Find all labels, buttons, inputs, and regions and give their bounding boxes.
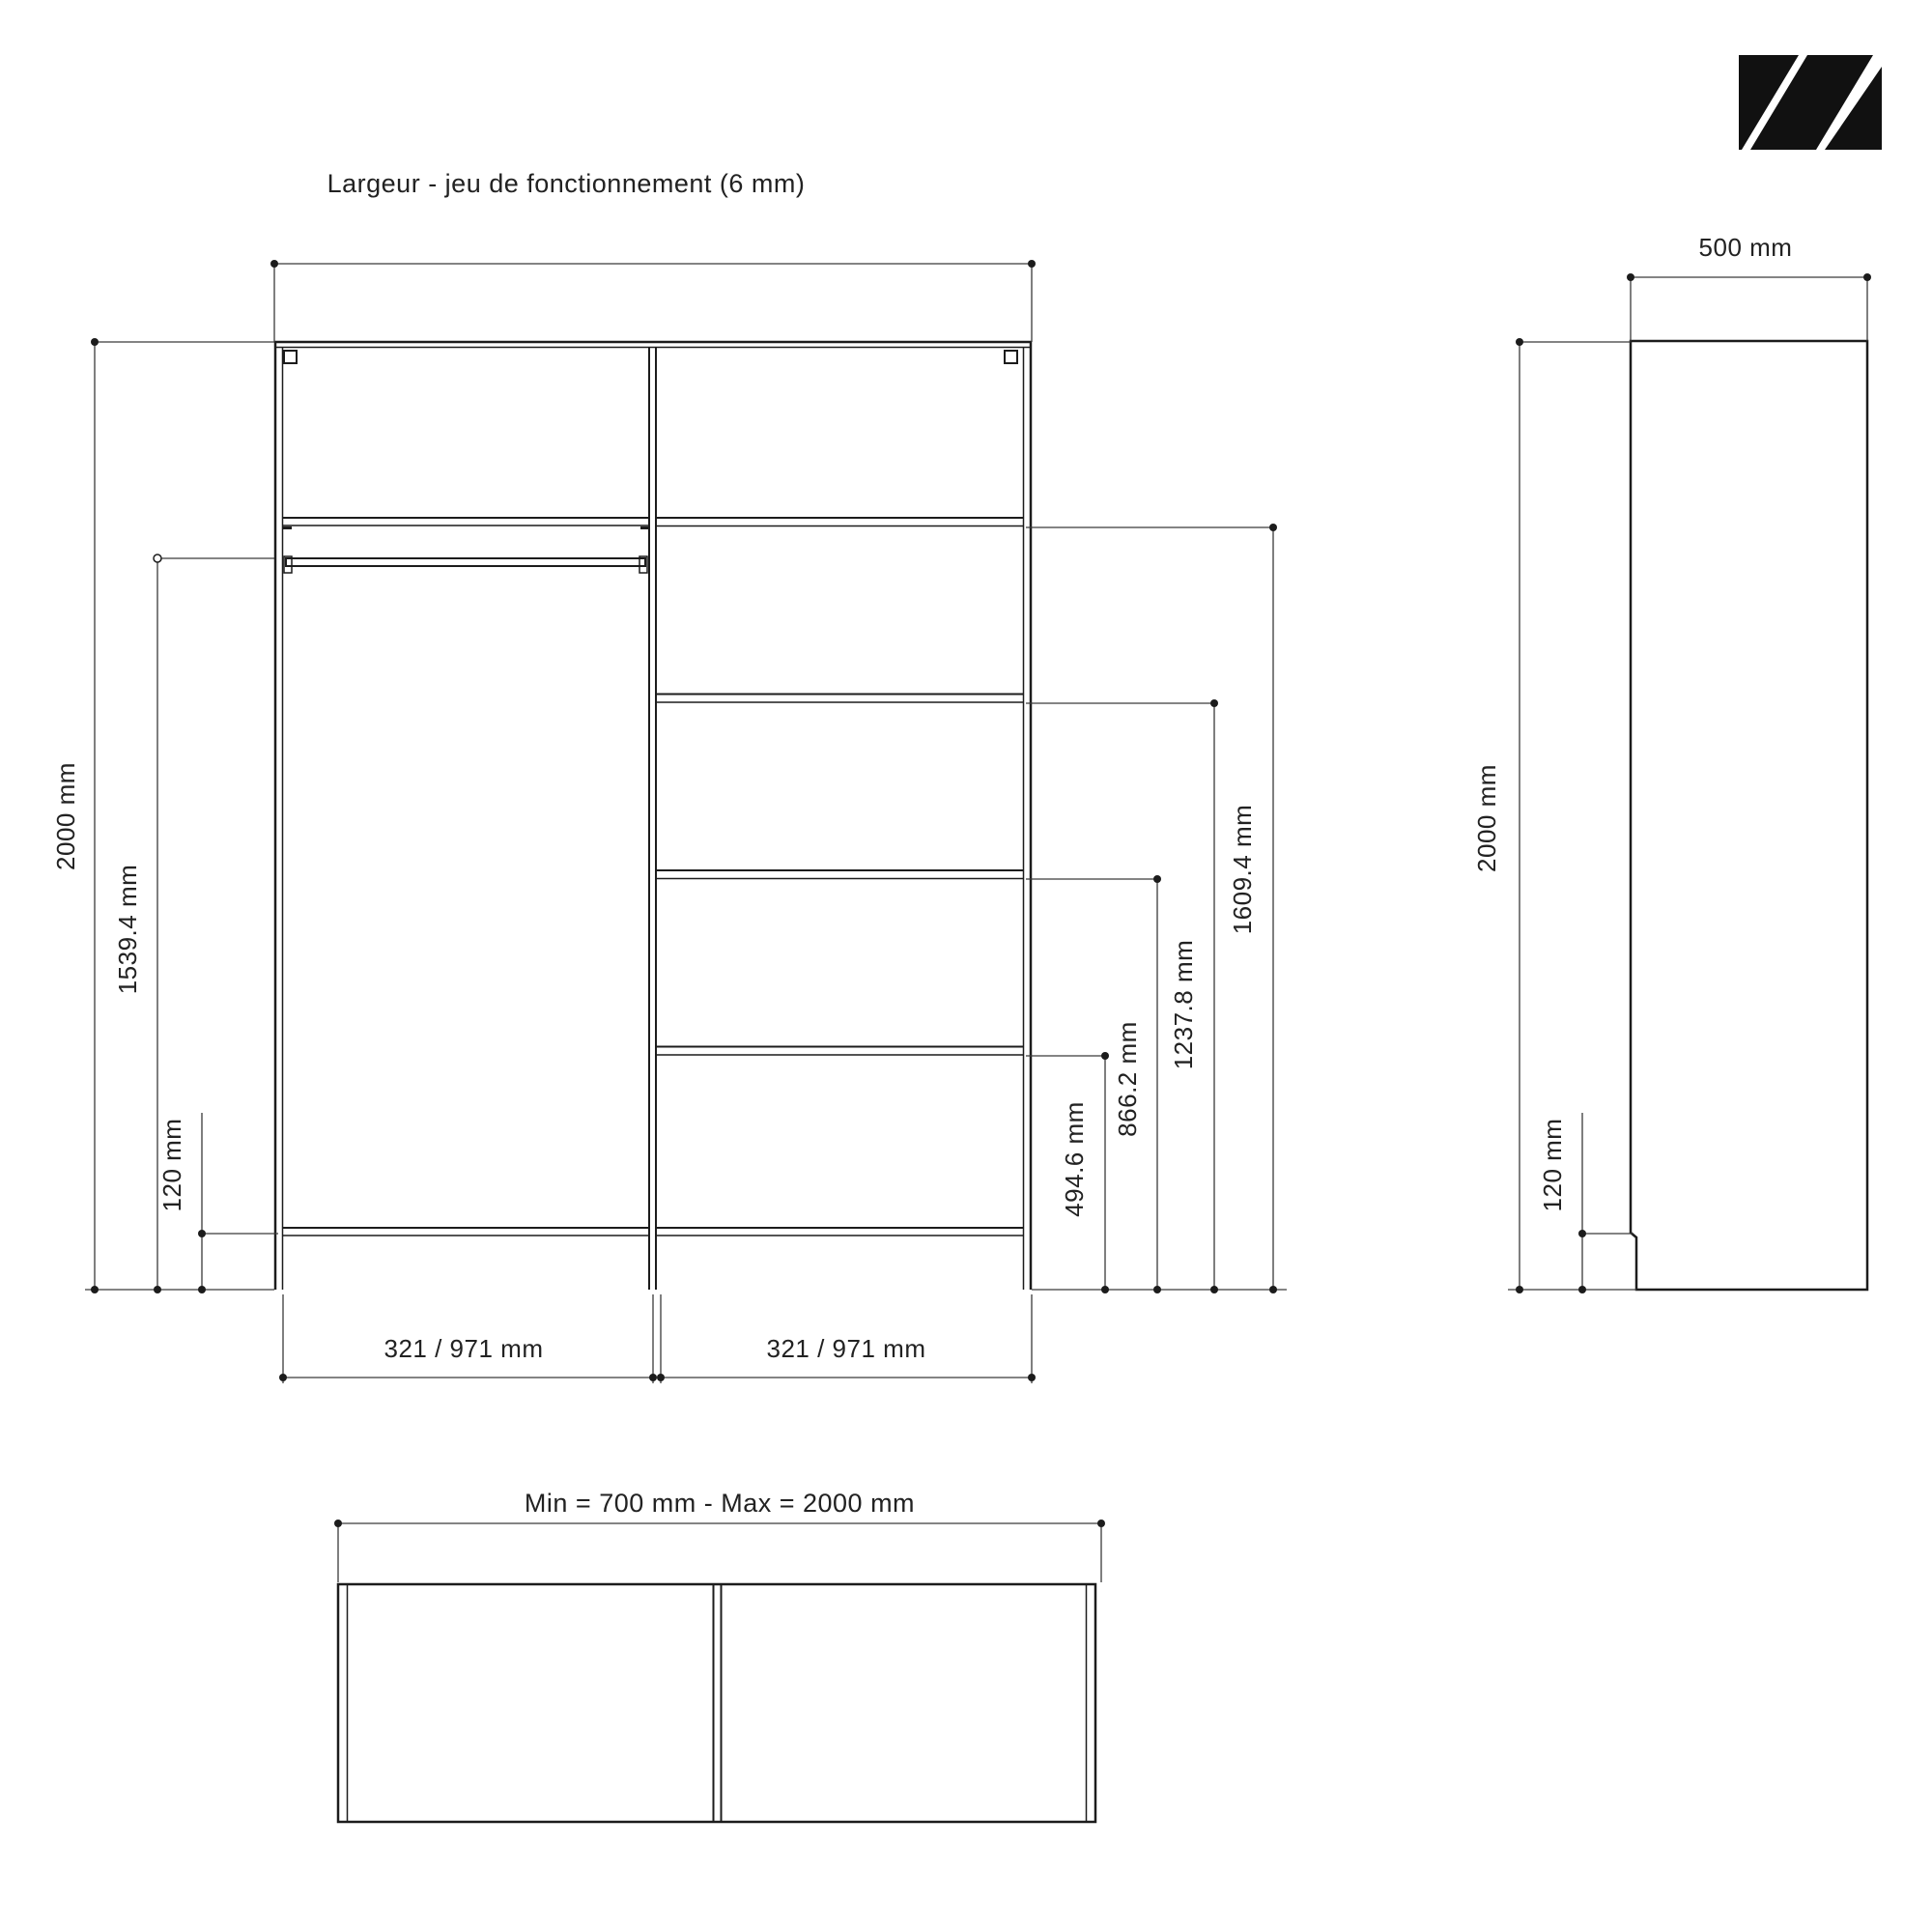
side-view (1631, 341, 1867, 1290)
dim-dot (270, 260, 278, 268)
dim-dot (1210, 699, 1218, 707)
side-height-dimension-label: 2000 mm (1472, 764, 1501, 872)
dim-dot (1153, 1286, 1161, 1293)
front-rod-height-dimension-label: 1539.4 mm (113, 864, 142, 995)
dim-dot (154, 1286, 161, 1293)
dim-dot (1101, 1286, 1109, 1293)
top-view-dimensions (334, 1520, 1105, 1582)
dim-dot (1153, 875, 1161, 883)
front-view (274, 342, 1032, 1290)
dim-dot (1578, 1230, 1586, 1237)
shelf-dimension-label-494: 494.6 mm (1060, 1101, 1089, 1217)
dim-dot (1028, 260, 1036, 268)
dim-dot (198, 1286, 206, 1293)
front-left-corner-bracket (284, 351, 297, 363)
dim-dot (649, 1374, 657, 1381)
dim-dot (657, 1374, 665, 1381)
front-view-dimensions (85, 260, 1287, 1383)
front-left-shelf-support-left (283, 526, 292, 529)
dim-dot (91, 1286, 99, 1293)
dim-dot (279, 1374, 287, 1381)
dim-dot (1578, 1286, 1586, 1293)
brand-logo (1739, 55, 1882, 150)
dim-dot (1269, 1286, 1277, 1293)
left-column-width-label: 321 / 971 mm (384, 1334, 544, 1363)
side-view-outline (1631, 341, 1867, 1290)
dim-dot (198, 1230, 206, 1237)
front-right-corner-bracket (1005, 351, 1017, 363)
dim-dot (1097, 1520, 1105, 1527)
dim-dot (1863, 273, 1871, 281)
dim-circle-marker (154, 554, 161, 562)
dim-dot (1210, 1286, 1218, 1293)
dim-dot (1516, 1286, 1523, 1293)
dim-dot (1028, 1374, 1036, 1381)
hanging-rod (286, 558, 645, 566)
side-plinth-dimension-label: 120 mm (1538, 1118, 1567, 1212)
front-width-dimension-label: Largeur - jeu de fonctionnement (6 mm) (327, 169, 806, 198)
dim-dot (334, 1520, 342, 1527)
top-view-outline (338, 1584, 1095, 1822)
front-height-dimension-label: 2000 mm (51, 762, 80, 870)
right-column-width-label: 321 / 971 mm (766, 1334, 926, 1363)
dim-dot (1269, 524, 1277, 531)
side-depth-dimension-label: 500 mm (1698, 233, 1793, 262)
dim-dot (1516, 338, 1523, 346)
dim-dot (91, 338, 99, 346)
front-left-shelf-support-right (640, 526, 649, 529)
top-view (338, 1584, 1095, 1822)
shelf-dimension-label-866: 866.2 mm (1113, 1021, 1142, 1137)
shelf-dimension-label-1609: 1609.4 mm (1228, 804, 1257, 935)
dim-dot (1627, 273, 1634, 281)
top-width-range-label: Min = 700 mm - Max = 2000 mm (524, 1489, 916, 1518)
front-plinth-dimension-label: 120 mm (157, 1118, 186, 1212)
dim-dot (1101, 1052, 1109, 1060)
shelf-dimension-label-1237: 1237.8 mm (1169, 939, 1198, 1070)
